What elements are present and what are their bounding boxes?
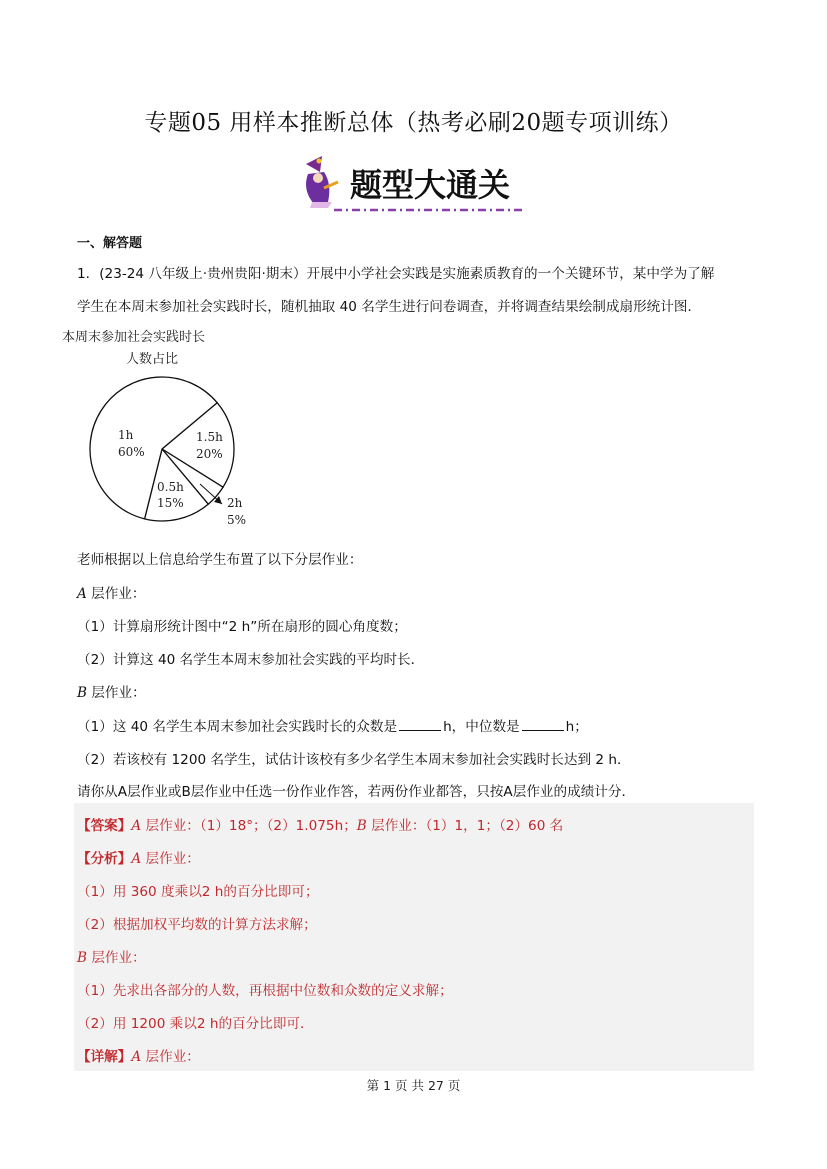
analysis-heading: [77, 847, 200, 867]
answer-blank-mode[interactable]: [399, 718, 441, 731]
answer-line: [77, 814, 563, 834]
answer-a-letter: A: [131, 818, 142, 834]
answer-blank-median[interactable]: [522, 718, 564, 731]
b1-pre: （1）这 40 名学生本周末参加社会实践时长的众数是: [77, 719, 398, 735]
b-layer-letter: B: [77, 685, 87, 701]
analysis-a-suffix: 层作业：: [141, 851, 200, 867]
b1-post: h；: [565, 719, 588, 735]
page-title: 专题05 用样本推断总体（热考必刷20题专项训练）: [144, 110, 683, 136]
b-layer-suffix: 层作业：: [87, 685, 146, 701]
homework-intro: 老师根据以上信息给学生布置了以下分层作业：: [77, 552, 363, 568]
slice-pct-1h: 60%: [118, 445, 145, 459]
slice-label-1h: 1h: [118, 428, 134, 442]
analysis-a-letter: A: [131, 851, 142, 867]
answer-tag: 【答案】: [77, 818, 132, 834]
analysis-2: （2）根据加权平均数的计算方法求解；: [77, 917, 317, 933]
b-question-1: [77, 715, 588, 735]
section-heading: 一、解答题: [77, 236, 143, 251]
a-layer-letter: A: [77, 586, 87, 602]
answer-text-2: 层作业：（1）1，1；（2）60 名: [366, 818, 564, 834]
slice-pct-1-5h: 20%: [196, 447, 223, 461]
pie-chart: [60, 324, 260, 534]
analysis-1: （1）用 360 度乘以2 h的百分比即可；: [77, 884, 319, 900]
b-question-2: （2）若该校有 1200 名学生，试估计该校有多少名学生本周末参加社会实践时长达到 2 h．: [77, 752, 631, 768]
slice-label-0-5h: 0.5h: [157, 480, 184, 494]
slice-label-1-5h: 1.5h: [196, 430, 223, 444]
chart-title: 本周末参加社会实践时长: [62, 330, 206, 345]
question-line-2: 学生在本周末参加社会实践时长，随机抽取 40 名学生进行问卷调查，并将调查结果绘制成扇形统计图．: [77, 299, 702, 315]
a-question-2: （2）计算这 40 名学生本周末参加社会实践的平均时长．: [77, 652, 425, 668]
answer-b-letter: B: [356, 818, 367, 834]
analysis-tag: 【分析】: [77, 851, 132, 867]
analysis-3: （1）先求出各部分的人数，再根据中位数和众数的定义求解；: [77, 983, 453, 999]
chart-subtitle: 人数占比: [126, 352, 179, 367]
b-layer-heading: [77, 681, 146, 701]
analysis-4: （2）用 1200 乘以2 h的百分比即可．: [77, 1016, 314, 1032]
choose-instruction: 请你从A层作业或B层作业中任选一份作业作答，若两份作业都答，只按A层作业的成绩计分．: [77, 784, 636, 800]
banner-text: 题型大通关: [350, 166, 511, 204]
detail-a-letter: A: [131, 1049, 142, 1065]
a-question-1: （1）计算扇形统计图中“2 h”所在扇形的圆心角度数；: [77, 619, 407, 635]
a-layer-suffix: 层作业：: [86, 586, 146, 602]
slice-pct-0-5h: 15%: [157, 496, 184, 510]
detail-heading: [77, 1045, 200, 1065]
page-footer: 第 1 页 共 27 页: [366, 1078, 461, 1093]
banner-logo: [298, 152, 528, 218]
slice-label-2h: 2h: [227, 496, 243, 510]
b1-mid: h，中位数是: [443, 719, 520, 735]
answer-text-1: 层作业：（1）18°；（2）1.075h；: [141, 818, 357, 834]
detail-tag: 【详解】: [77, 1049, 132, 1065]
banner-logo-graphic: [298, 152, 528, 218]
analysis-b-letter: B: [77, 950, 87, 966]
a-layer-heading: [77, 582, 146, 602]
detail-a-suffix: 层作业：: [141, 1049, 200, 1065]
analysis-b-suffix: 层作业：: [87, 950, 146, 966]
question-line-1: 1．(23-24 八年级上·贵州贵阳·期末）开展中小学社会实践是实施素质教育的一个关键环节，某中学为了解: [77, 266, 715, 282]
slice-pct-2h: 5%: [227, 513, 247, 527]
analysis-b-heading: [77, 946, 146, 966]
